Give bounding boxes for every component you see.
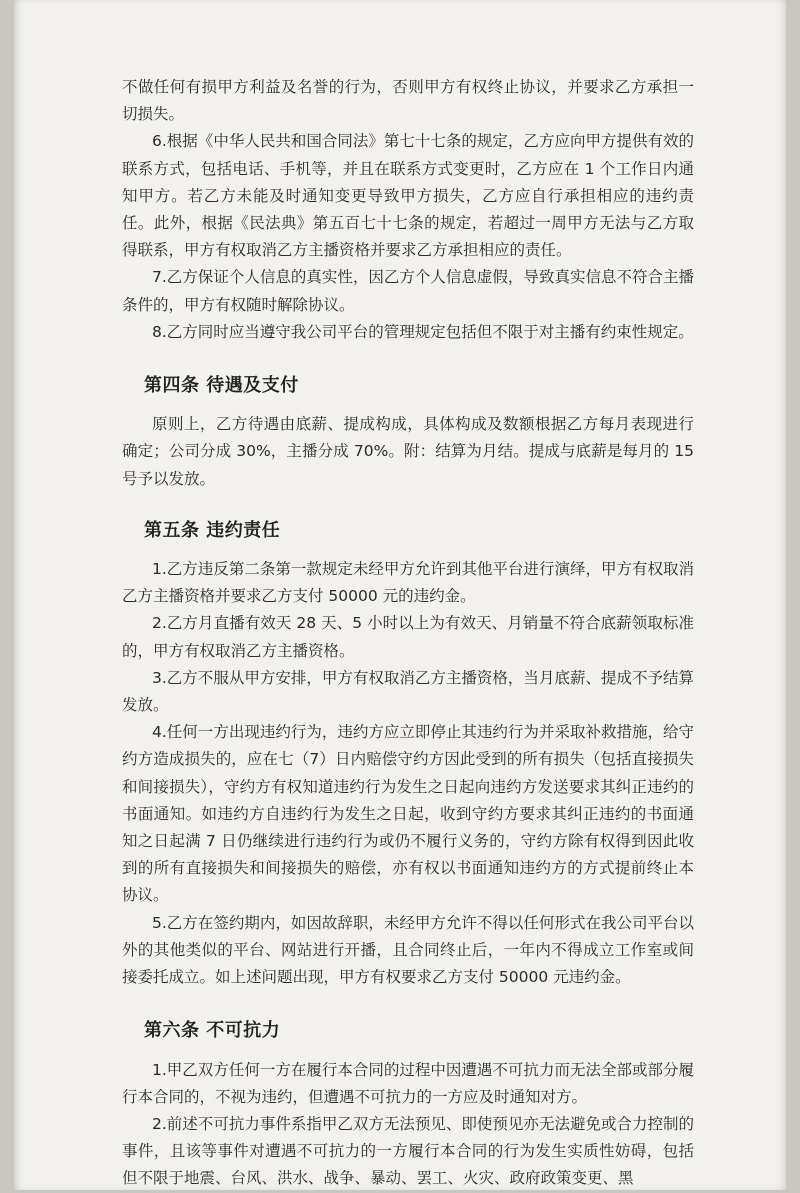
section-5-clause-1: 1.乙方违反第二条第一款规定未经甲方允许到其他平台进行演绎，甲方有权取消乙方主播资格并要求乙方支付 50000 元的违约金。 [122, 560, 694, 606]
section-5-clause-4: 4.任何一方出现违约行为，违约方应立即停止其违约行为并采取补救措施，给守约方造成损失的，应在七（7）日内赔偿守约方因此受到的所有损失（包括直接损失和间接损失），守约方有权知道违约行为发生之日起向违约方发送要求其纠正违约的书面通知。如违约方自违约行为发生之日起，收到守约方要求其纠正违约的书面通知之日起满 7 日仍继续进行违约行为或仍不履行义务的，守约方除有权得到因此收到的所有直接损失和间接损失的赔偿，亦有权以书面通知违约方的方式提前终止本协议。 [122, 723, 694, 905]
document-body [122, 74, 694, 1193]
section-5-heading: 第五条 违约责任 [144, 519, 281, 541]
section-5-clause-2: 2.乙方月直播有效天 28 天、5 小时以上为有效天、月销量不符合底薪领取标准的，甲方有权取消乙方主播资格。 [122, 614, 694, 660]
section-6-heading: 第六条 不可抗力 [144, 1020, 281, 1042]
paragraph-continued: 不做任何有损甲方利益及名誉的行为，否则甲方有权终止协议，并要求乙方承担一切损失。 [122, 78, 694, 124]
paragraph-clause-7: 7.乙方保证个人信息的真实性，因乙方个人信息虚假，导致真实信息不符合主播条件的，甲方有权随时解除协议。 [122, 268, 694, 314]
section-4-paragraph: 原则上，乙方待遇由底薪、提成构成，具体构成及数额根据乙方每月表现进行确定；公司分成 30%，主播分成 70%。附：结算为月结。提成与底薪是每月的 15 号予以发放。 [122, 415, 694, 488]
paragraph-clause-8: 8.乙方同时应当遵守我公司平台的管理规定包括但不限于对主播有约束性规定。 [152, 322, 694, 341]
section-4-heading: 第四条 待遇及支付 [144, 375, 299, 397]
paragraph-clause-6: 6.根据《中华人民共和国合同法》第七十七条的规定，乙方应向甲方提供有效的联系方式，包括电话、手机等，并且在联系方式变更时，乙方应在 1 个工作日内通知甲方。若乙方未能及时通知变更导致甲方损失，乙方应自行承担相应的违约责任。此外，根据《民法典》第五百七十七条的规定，若超过一周甲方无法与乙方取得联系，甲方有权取消乙方主播资格并要求乙方承担相应的责任。 [122, 132, 694, 260]
section-5-clause-3: 3.乙方不服从甲方安排，甲方有权取消乙方主播资格，当月底薪、提成不予结算发放。 [122, 668, 694, 715]
document-page [14, 0, 786, 1190]
section-5-clause-5: 5.乙方在签约期内，如因故辞职，未经甲方允许不得以任何形式在我公司平台以外的其他类似的平台、网站进行开播，且合同终止后，一年内不得成立工作室或间接委托成立。如上述问题出现，甲方有权要求乙方支付 50000 元违约金。 [122, 913, 694, 987]
section-6-clause-2: 2.前述不可抗力事件系指甲乙双方无法预见、即使预见亦无法避免或合力控制的事件，且该等事件对遭遇不可抗力的一方履行本合同的行为发生实质性妨碍，包括但不限于地震、台风、洪水、战争、暴动、罢工、火灾、政府政策变更、黑 [122, 1114, 694, 1188]
section-6-clause-1: 1.甲乙双方任何一方在履行本合同的过程中因遭遇不可抗力而无法全部或部分履行本合同的，不视为违约，但遭遇不可抗力的一方应及时通知对方。 [122, 1060, 694, 1106]
